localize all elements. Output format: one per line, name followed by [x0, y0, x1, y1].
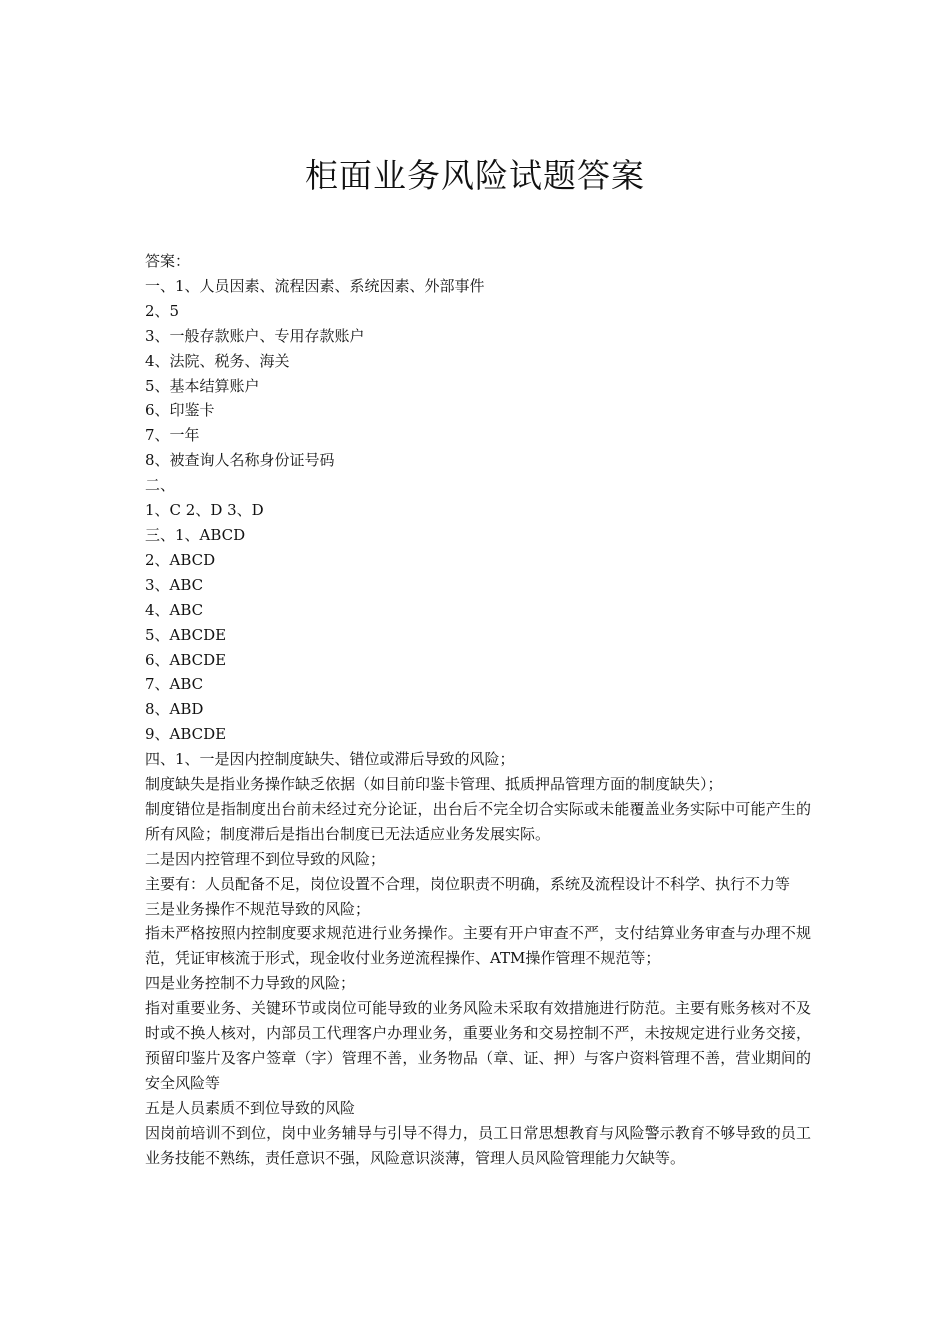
- paragraph: 指对重要业务、关键环节或岗位可能导致的业务风险未采取有效措施进行防范。主要有账务核对不及时或不换人核对，内部员工代理客户办理业务，重要业务和交易控制不严，未按规定进行业务交接，预留印鉴片及客户签章（字）管理不善，业务物品（章、证、押）与客户资料管理不善，营业期间的安全风险等: [145, 999, 811, 1092]
- answer-line: 2、5: [145, 301, 180, 320]
- document-title: 柜面业务风险试题答案: [305, 156, 645, 195]
- answer-line: 一、1、人员因素、流程因素、系统因素、外部事件: [145, 276, 485, 295]
- answer-line: 4、ABC: [145, 600, 204, 619]
- answer-line: 1、C 2、D 3、D: [145, 501, 264, 520]
- answer-line: 四、1、一是因内控制度缺失、错位或滞后导致的风险；: [145, 750, 515, 769]
- paragraph: 主要有：人员配备不足，岗位设置不合理，岗位职责不明确，系统及流程设计不科学、执行不力等: [145, 874, 791, 893]
- answer-line: 9、ABCDE: [145, 725, 227, 744]
- document-body: [145, 249, 811, 1171]
- answer-line: 6、印鉴卡: [145, 401, 215, 420]
- answer-line: 5、基本结算账户: [145, 376, 260, 395]
- section-heading: 二、: [145, 476, 176, 495]
- answer-line: 8、被查询人名称身份证号码: [145, 451, 335, 470]
- answer-line: 3、ABC: [145, 575, 204, 594]
- answer-line: 5、ABCDE: [145, 625, 227, 644]
- answer-line: 2、ABCD: [145, 550, 216, 569]
- answer-line: 8、ABD: [145, 700, 204, 719]
- paragraph: 制度缺失是指业务操作缺乏依据（如目前印鉴卡管理、抵质押品管理方面的制度缺失）；: [145, 775, 723, 794]
- answer-line: 7、ABC: [145, 675, 204, 694]
- answer-line: 6、ABCDE: [145, 650, 227, 669]
- answer-heading: 答案：: [145, 252, 191, 270]
- paragraph: 三是业务操作不规范导致的风险；: [145, 899, 371, 918]
- paragraph: 五是人员素质不到位导致的风险: [145, 1098, 356, 1117]
- answer-line: 4、法院、税务、海关: [145, 351, 290, 370]
- answer-line: 三、1、ABCD: [145, 525, 246, 544]
- paragraph: 因岗前培训不到位，岗中业务辅导与引导不得力，员工日常思想教育与风险警示教育不够导致的员工业务技能不熟练，责任意识不强，风险意识淡薄，管理人员风险管理能力欠缺等。: [145, 1123, 811, 1167]
- paragraph: 四是业务控制不力导致的风险；: [145, 974, 356, 993]
- answer-line: 3、一般存款账户、专用存款账户: [145, 326, 365, 345]
- paragraph: 二是因内控管理不到位导致的风险；: [145, 849, 386, 868]
- paragraph: 指未严格按照内控制度要求规范进行业务操作。主要有开户审查不严，支付结算业务审查与办理不规范，凭证审核流于形式，现金收付业务逆流程操作、ATM操作管理不规范等；: [145, 924, 811, 968]
- answer-line: 7、一年: [145, 426, 200, 445]
- paragraph: 制度错位是指制度出台前未经过充分论证，出台后不完全切合实际或未能覆盖业务实际中可能产生的所有风险；制度滞后是指出台制度已无法适应业务发展实际。: [145, 799, 811, 843]
